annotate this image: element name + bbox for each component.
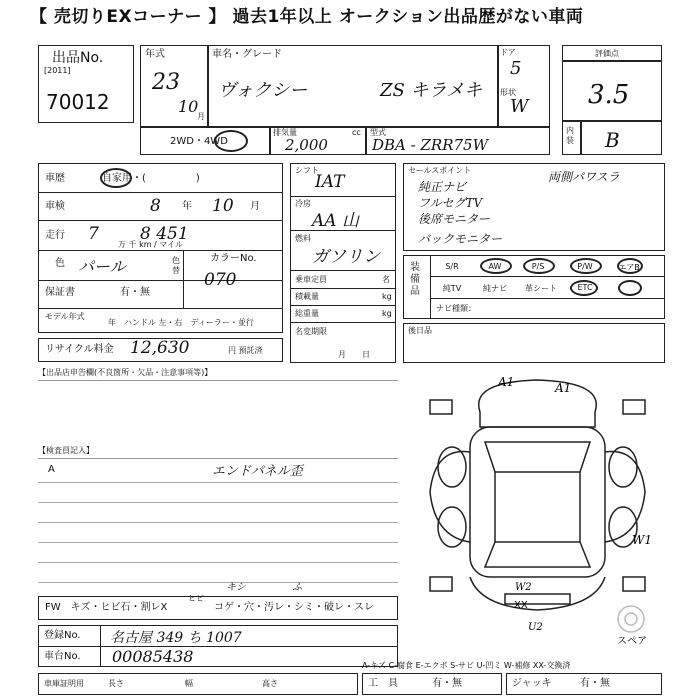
- color-value: パール: [78, 257, 126, 276]
- color-no-value: 070: [204, 270, 237, 290]
- after-label: 後日品: [408, 326, 432, 335]
- navi-type-label: ナビ種類：: [436, 304, 476, 313]
- recycle-amount: 12,630: [130, 338, 190, 358]
- equip-ps: P/S: [531, 262, 545, 271]
- sales-point-2: フルセグTV: [418, 196, 483, 210]
- equip-tv: 純TV: [442, 284, 462, 293]
- equip-navi: 純ナビ: [483, 284, 507, 293]
- car-damage-diagram: [410, 372, 665, 632]
- score-value: 3.5: [588, 80, 630, 110]
- inspect-item-a: A: [48, 464, 55, 475]
- ac-label: 冷房: [295, 199, 311, 208]
- chassis-label: 車台No.: [44, 651, 81, 662]
- equip-airbag-circle: [617, 258, 643, 274]
- cert-label: 車庫証明用: [44, 679, 84, 688]
- drive-options: 2WD・4WD: [170, 136, 228, 147]
- ac-value: AA 山: [312, 211, 359, 231]
- sales-point-1: 純正ナビ: [418, 180, 467, 194]
- color-label: 色: [55, 258, 65, 269]
- history-circle: [100, 168, 132, 188]
- reg-label: 登録No.: [44, 630, 81, 641]
- fuel-value: ガソリン: [312, 247, 380, 267]
- shape-label: 形状: [500, 88, 516, 97]
- notes-title: 【出品店申告欄(不良箇所・欠品・注意事項等)】: [38, 368, 213, 377]
- mark-a1-left: A1: [498, 375, 515, 389]
- mark-u2: U2: [528, 622, 543, 632]
- history-options: 自家用・( ): [102, 173, 200, 184]
- model-label: 型式: [370, 128, 386, 137]
- tools-label: 工 具: [368, 678, 398, 689]
- warranty-label: 保証書: [45, 287, 75, 298]
- interior-value: B: [605, 128, 620, 152]
- history-label: 車歴: [45, 173, 65, 184]
- inspect-title: 【検査員記入】: [38, 446, 94, 455]
- name-change-unit: 月 日: [338, 350, 370, 359]
- displacement-value: 2,000: [285, 136, 328, 154]
- damage-fw: ヒビ: [188, 594, 204, 603]
- score-label: 評価点: [595, 49, 619, 58]
- equip-extra-circle: [618, 280, 642, 296]
- cert-height: 高さ: [262, 679, 278, 688]
- mileage-man: 7: [88, 224, 99, 244]
- damage-legend: A-キズ C-腐食 E-エクボ S-サビ U-凹ミ W-補修 XX-交換済: [362, 661, 571, 670]
- model-year-label: モデル年式: [45, 312, 85, 321]
- warranty-options: 有・無: [120, 287, 150, 298]
- recycle-label: リサイクル料金: [45, 344, 114, 355]
- door-label: ドア: [500, 48, 516, 57]
- mark-a1-right: A1: [555, 381, 572, 395]
- name-change-label: 名変期限: [295, 327, 327, 336]
- mark-xx: XX: [514, 600, 528, 611]
- sales-point-3: 後席モニター: [418, 212, 491, 226]
- shape-value: W: [510, 96, 529, 117]
- jack-label: ジャッキ: [512, 678, 552, 689]
- inspection-month: 10: [212, 196, 234, 216]
- equip-etc-circle: [570, 280, 598, 296]
- page-header: 【 売切りEXコーナー 】 過去1年以上 オークション出品歴がない車両: [30, 7, 584, 27]
- capacity-label: 乗車定員: [295, 275, 327, 284]
- weight-unit: kg: [382, 309, 392, 318]
- model-year-row: 年 ハンドル 左・右 ディーラー・並行: [108, 318, 254, 327]
- weight-label: 総重量: [295, 309, 319, 318]
- mark-w2: W2: [515, 582, 532, 593]
- recycle-unit: 円 預託済: [228, 346, 263, 355]
- mark-w1: W1: [632, 533, 652, 547]
- reg-value: 名古屋 349 ち 1007: [110, 630, 242, 646]
- inspection-year-unit: 年: [182, 201, 192, 212]
- year-label: 年式: [145, 49, 165, 60]
- load-label: 積載量: [295, 292, 319, 301]
- cert-length: 長さ: [108, 679, 124, 688]
- equip-pw: P/W: [577, 262, 593, 271]
- sales-extra: 両側パワスラ: [548, 170, 620, 184]
- damage-header: FW キズ・ヒビ石・割レX: [45, 602, 168, 613]
- equip-leather: 革シート: [525, 284, 557, 293]
- interior-label: 内装: [566, 126, 574, 145]
- damage-kishi: キシ: [226, 582, 246, 593]
- color-change-label: 色替: [172, 256, 180, 275]
- equip-sr: S/R: [445, 262, 459, 271]
- color-no-label: カラーNo.: [210, 253, 257, 264]
- month-unit: 月: [197, 112, 205, 121]
- door-value: 5: [510, 58, 522, 79]
- fuel-label: 燃料: [295, 234, 311, 243]
- inspection-month-unit: 月: [250, 201, 260, 212]
- displacement-label: 排気量: [273, 128, 297, 137]
- equip-pw-circle: [570, 258, 602, 274]
- after-box: [403, 323, 665, 363]
- spare-label: スペア: [617, 636, 647, 647]
- load-unit: kg: [382, 292, 392, 301]
- model-value: DBA - ZRR75W: [372, 136, 489, 154]
- displacement-unit: cc: [352, 128, 361, 137]
- damage-legend2: コゲ・穴・汚レ・シミ・破レ・スレ: [214, 602, 374, 613]
- lot-year-tag: [2011]: [44, 66, 71, 75]
- car-name: ヴォクシー: [218, 80, 308, 101]
- drive-selected-circle: [214, 130, 248, 152]
- equipment-label: 装備品: [410, 262, 420, 297]
- mileage-units: 万 千 km / マイル: [118, 240, 184, 249]
- equip-aw-circle: [480, 258, 512, 274]
- equip-ps-circle: [523, 258, 555, 274]
- equip-aw: AW: [488, 262, 502, 271]
- inspection-year: 8: [150, 196, 161, 216]
- cert-box: [38, 673, 358, 695]
- capacity-unit: 名: [382, 275, 390, 284]
- shift-label: シフト: [295, 166, 319, 175]
- month-value: 10: [178, 97, 199, 116]
- shift-value: IAT: [315, 172, 345, 192]
- mileage-rest: 8 451: [140, 224, 189, 244]
- mileage-label: 走行: [45, 230, 65, 241]
- year-value: 23: [152, 70, 180, 95]
- tools-options: 有・無: [432, 678, 462, 689]
- chassis-value: 00085438: [112, 647, 194, 666]
- damage-fu: ふ: [292, 582, 302, 593]
- cert-width: 幅: [185, 679, 193, 688]
- equip-etc: ETC: [577, 283, 593, 292]
- sales-label: セールスポイント: [408, 166, 472, 175]
- car-name-label: 車名・グレード: [212, 49, 282, 60]
- lot-label: 出品No.: [52, 50, 104, 66]
- equip-airbag: エアB: [618, 263, 640, 272]
- jack-options: 有・無: [580, 678, 610, 689]
- lot-number: 70012: [46, 90, 110, 114]
- car-grade: ZS キラメキ: [380, 80, 483, 101]
- spare-tire-icon: [616, 604, 646, 634]
- sales-point-4: バックモニター: [418, 232, 503, 246]
- inspect-item-a-note: エンドパネル歪: [212, 464, 303, 479]
- inspection-label: 車検: [45, 201, 65, 212]
